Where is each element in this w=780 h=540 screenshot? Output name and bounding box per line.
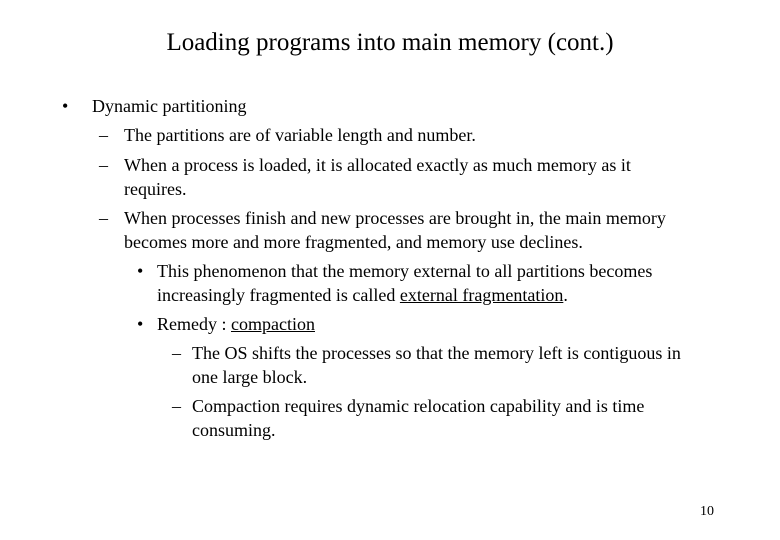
dash-marker: – bbox=[172, 396, 181, 416]
sub-bullet-text-line2: becomes more and more fragmented, and memory use declines. bbox=[124, 232, 583, 252]
slide-number: 10 bbox=[700, 504, 714, 519]
remedy-prefix: Remedy : bbox=[157, 314, 231, 334]
sub-bullet-text-line2: requires. bbox=[124, 179, 187, 199]
point-text-line1: This phenomenon that the memory external to all partitions becomes bbox=[157, 261, 653, 281]
sub-bullet-text-line1: When processes finish and new processes are brought in, the main memory bbox=[124, 208, 666, 228]
dash-marker: – bbox=[99, 208, 108, 228]
point-text bbox=[157, 312, 315, 336]
detail-text-line1: Compaction requires dynamic relocation capability and is time bbox=[192, 396, 645, 416]
term-compaction: compaction bbox=[231, 314, 315, 334]
bullet-text: Dynamic partitioning bbox=[92, 96, 247, 116]
slide-title: Loading programs into main memory (cont.) bbox=[166, 29, 614, 56]
bullet-marker: • bbox=[62, 96, 69, 116]
detail-text-line2: one large block. bbox=[192, 367, 308, 387]
bullet-marker: • bbox=[137, 261, 144, 281]
detail-text-line2: consuming. bbox=[192, 420, 276, 440]
detail-text-line1: The OS shifts the processes so that the memory left is contiguous in bbox=[192, 343, 681, 363]
sub-bullet-text-line1: When a process is loaded, it is allocated exactly as much memory as it bbox=[124, 155, 631, 175]
point-text-suffix: . bbox=[563, 285, 568, 305]
dash-marker: – bbox=[172, 343, 181, 363]
dash-marker: – bbox=[99, 155, 108, 175]
point-text-line2 bbox=[157, 283, 568, 307]
point-text-prefix: increasingly fragmented is called bbox=[157, 285, 400, 305]
sub-bullet-text: The partitions are of variable length and number. bbox=[124, 125, 476, 145]
term-external-fragmentation: external fragmentation bbox=[399, 285, 564, 305]
dash-marker: – bbox=[99, 125, 108, 145]
bullet-marker: • bbox=[137, 314, 144, 334]
